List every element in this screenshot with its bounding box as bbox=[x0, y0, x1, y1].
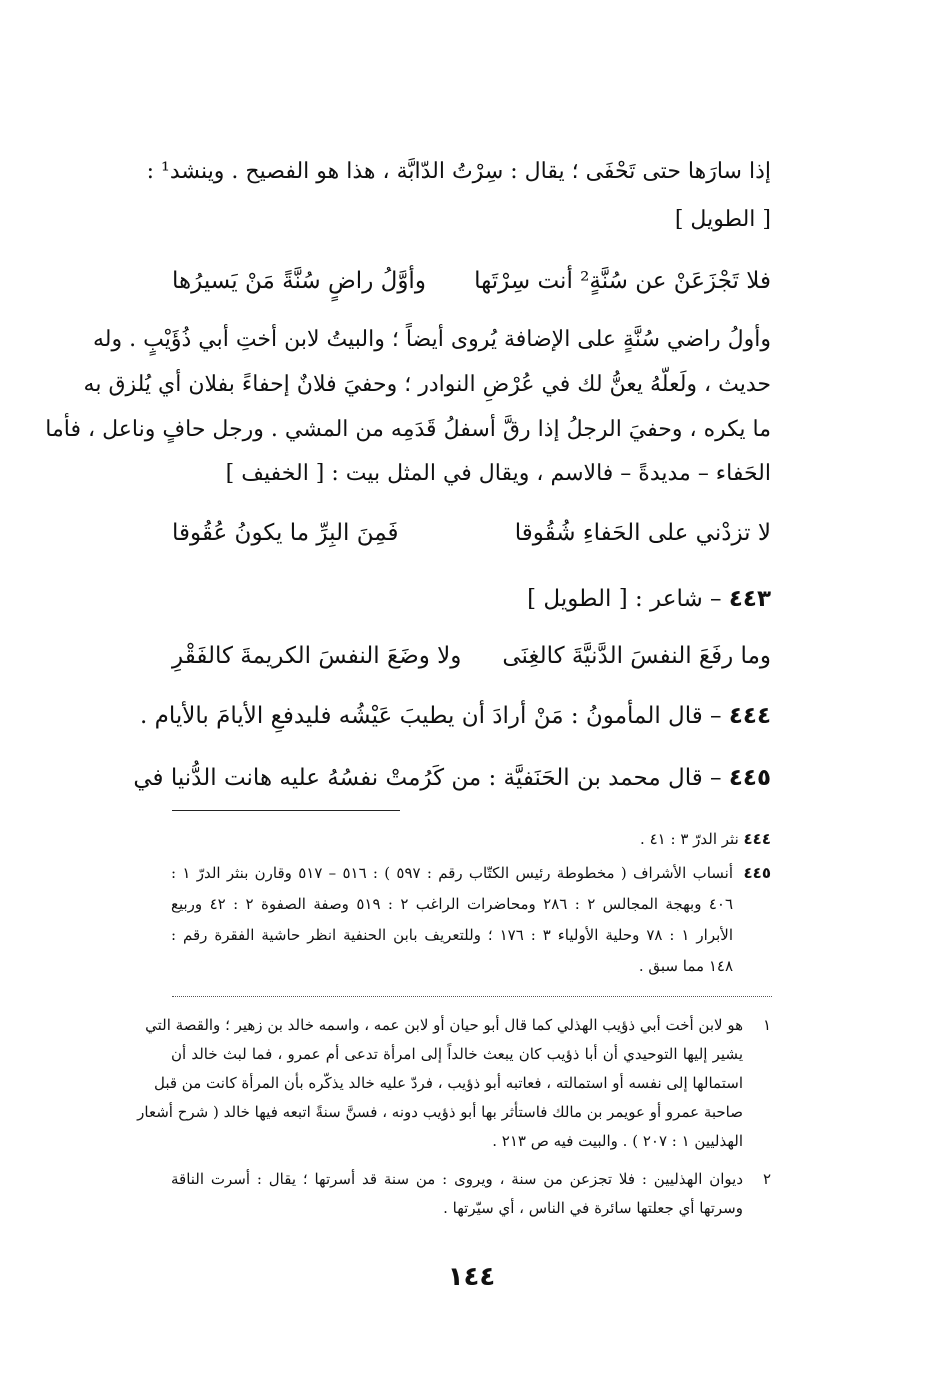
notes-separator bbox=[172, 810, 400, 811]
verse-2-first-hemistich: لا تزدْني على الحَفاءِ شُقُوقا bbox=[514, 520, 771, 546]
text-line-2: وأولُ راضي سُنَّةٍ على الإضافة يُروى أيضاً ؛ والبيتُ لابن أختِ أبي ذُؤَيْبٍ . وله bbox=[93, 327, 771, 352]
page-number: ١٤٤ bbox=[447, 1262, 496, 1292]
verse-1-second-hemistich: وأوَّلُ راضٍ سُنَّةً مَنْ يَسيرُها bbox=[172, 268, 426, 294]
footnote-1-line: الهذليين ١ : ٢٠٧ ) . والبيت فيه ص ٢١٣ . bbox=[492, 1132, 743, 1150]
footnote-1-line: صاحبة عمرو أو عويمر بن مالك فاستأثر بها أبو ذؤيب دونه ، فسنَّ سنةً اتبعه فيها خالد ( شرح أشعار bbox=[137, 1103, 743, 1121]
note-444-text: نثر الدرّ ٣ : ٤١ . bbox=[640, 830, 739, 848]
entry-443-text: – شاعر : [ الطويل ] bbox=[527, 586, 722, 612]
footnote-2-line: وسرتها أي جعلتها سائرة في الناس ، أي سيّرتها . bbox=[443, 1199, 743, 1217]
verse-3-second-hemistich: ولا وضَعَ النفسَ الكريمةَ كالفَقْرِ bbox=[172, 643, 462, 669]
entry-444 bbox=[140, 700, 771, 732]
entry-444-text: – قال المأمونُ : مَنْ أرادَ أن يطيبَ عَيْشُه فليدفعِ الأيامَ بالأيام . bbox=[140, 703, 722, 729]
text-line-4: ما يكره ، وحفيَ الرجلُ إذا رقَّ أسفلُ قَدَمِه من المشي . ورجل حافٍ وناعل ، فأما bbox=[45, 417, 771, 442]
entry-445-text: – قال محمد بن الحَنَفيَّة : من كَرُمتْ نفسُهُ عليه هانت الدُّنيا في bbox=[133, 765, 722, 791]
footnote-2-number: ٢ bbox=[762, 1170, 771, 1188]
footnote-2-line: ديوان الهذليين : فلا تجزعن من سنة ، ويروى : من سنة قد أسرتها ؛ يقال : أسرت الناقة bbox=[171, 1170, 743, 1188]
text-line-5: الحَفاء – مديدةً – فالاسم ، ويقال في المثل بيت : [ الخفيف ] bbox=[225, 461, 771, 486]
footnote-1-number: ١ bbox=[762, 1016, 771, 1034]
verse-3-first-hemistich: وما رفَعَ النفسَ الدَّنيَّةَ كالغِنَى bbox=[502, 643, 771, 669]
entry-445-number: ٤٤٥ bbox=[728, 765, 771, 791]
meter-label-1: [ الطويل ] bbox=[674, 207, 771, 232]
text-line-1: إذا سارَها حتى تَحْفَى ؛ يقال : سِرْتُ الدّابَّة ، هذا هو الفصيح . وينشد¹ : bbox=[146, 159, 771, 184]
note-445-line: الأبرار ١ : ٧٨ وحلية الأولياء ٣ : ١٧٦ ؛ وللتعريف بابن الحنفية انظر حاشية الفقرة رقم : bbox=[171, 926, 733, 944]
entry-444-number: ٤٤٤ bbox=[728, 703, 771, 729]
note-445-line: أنساب الأشراف ( مخطوطة رئيس الكتّاب رقم : ٥٩٧ ) : ٥١٦ – ٥١٧ وقارن بنثر الدرّ ١ : bbox=[171, 864, 733, 882]
entry-445 bbox=[133, 762, 771, 794]
entry-443 bbox=[527, 583, 771, 615]
footnote-1-line: هو لابن أخت أبي ذؤيب الهذلي كما قال أبو حيان أو لابن عمه ، واسمه خالد بن زهير ؛ والقصة التي bbox=[145, 1016, 743, 1034]
text-line-3: حديث ، ولَعلّهُ يعنُّ لك في عُرْضِ النوادر ؛ وحفيَ فلانٌ إحفاءً بفلان أي يُلزق به bbox=[83, 372, 771, 397]
entry-443-number: ٤٤٣ bbox=[728, 586, 771, 612]
verse-1-first-hemistich: فلا تَجْزَعَنْ عن سُنَّةٍ² أنت سِرْتَها bbox=[474, 268, 771, 294]
footnote-1-line: يشير إليها التوحيدي أن أبا ذؤيب كان يبعث خالداً إلى امرأة تدعى أم عمرو ، فما لبث خالد أن bbox=[171, 1045, 743, 1063]
note-444-number: ٤٤٤ bbox=[743, 830, 771, 848]
verse-2-second-hemistich: فَمِنَ البِرِّ ما يكونُ عُقُوقا bbox=[172, 520, 399, 546]
note-445-line: ١٤٨ مما سبق . bbox=[638, 957, 733, 975]
note-445-number: ٤٤٥ bbox=[743, 864, 771, 882]
footnote-1-line: استمالها إلى نفسه أو استمالته ، فعاتبه أبو ذؤيب ، فردّ عليه خالد يذكّره بأن المرأة كانت من قبل bbox=[153, 1074, 743, 1092]
note-444 bbox=[171, 826, 771, 852]
note-445-line: ٤٠٦ وبهجة المجالس ٢ : ٢٨٦ ومحاضرات الراغب ٢ : ٥١٩ وصفة الصفوة ٢ : ٤٢ وربيع bbox=[171, 895, 734, 913]
footnotes-separator bbox=[172, 996, 772, 997]
